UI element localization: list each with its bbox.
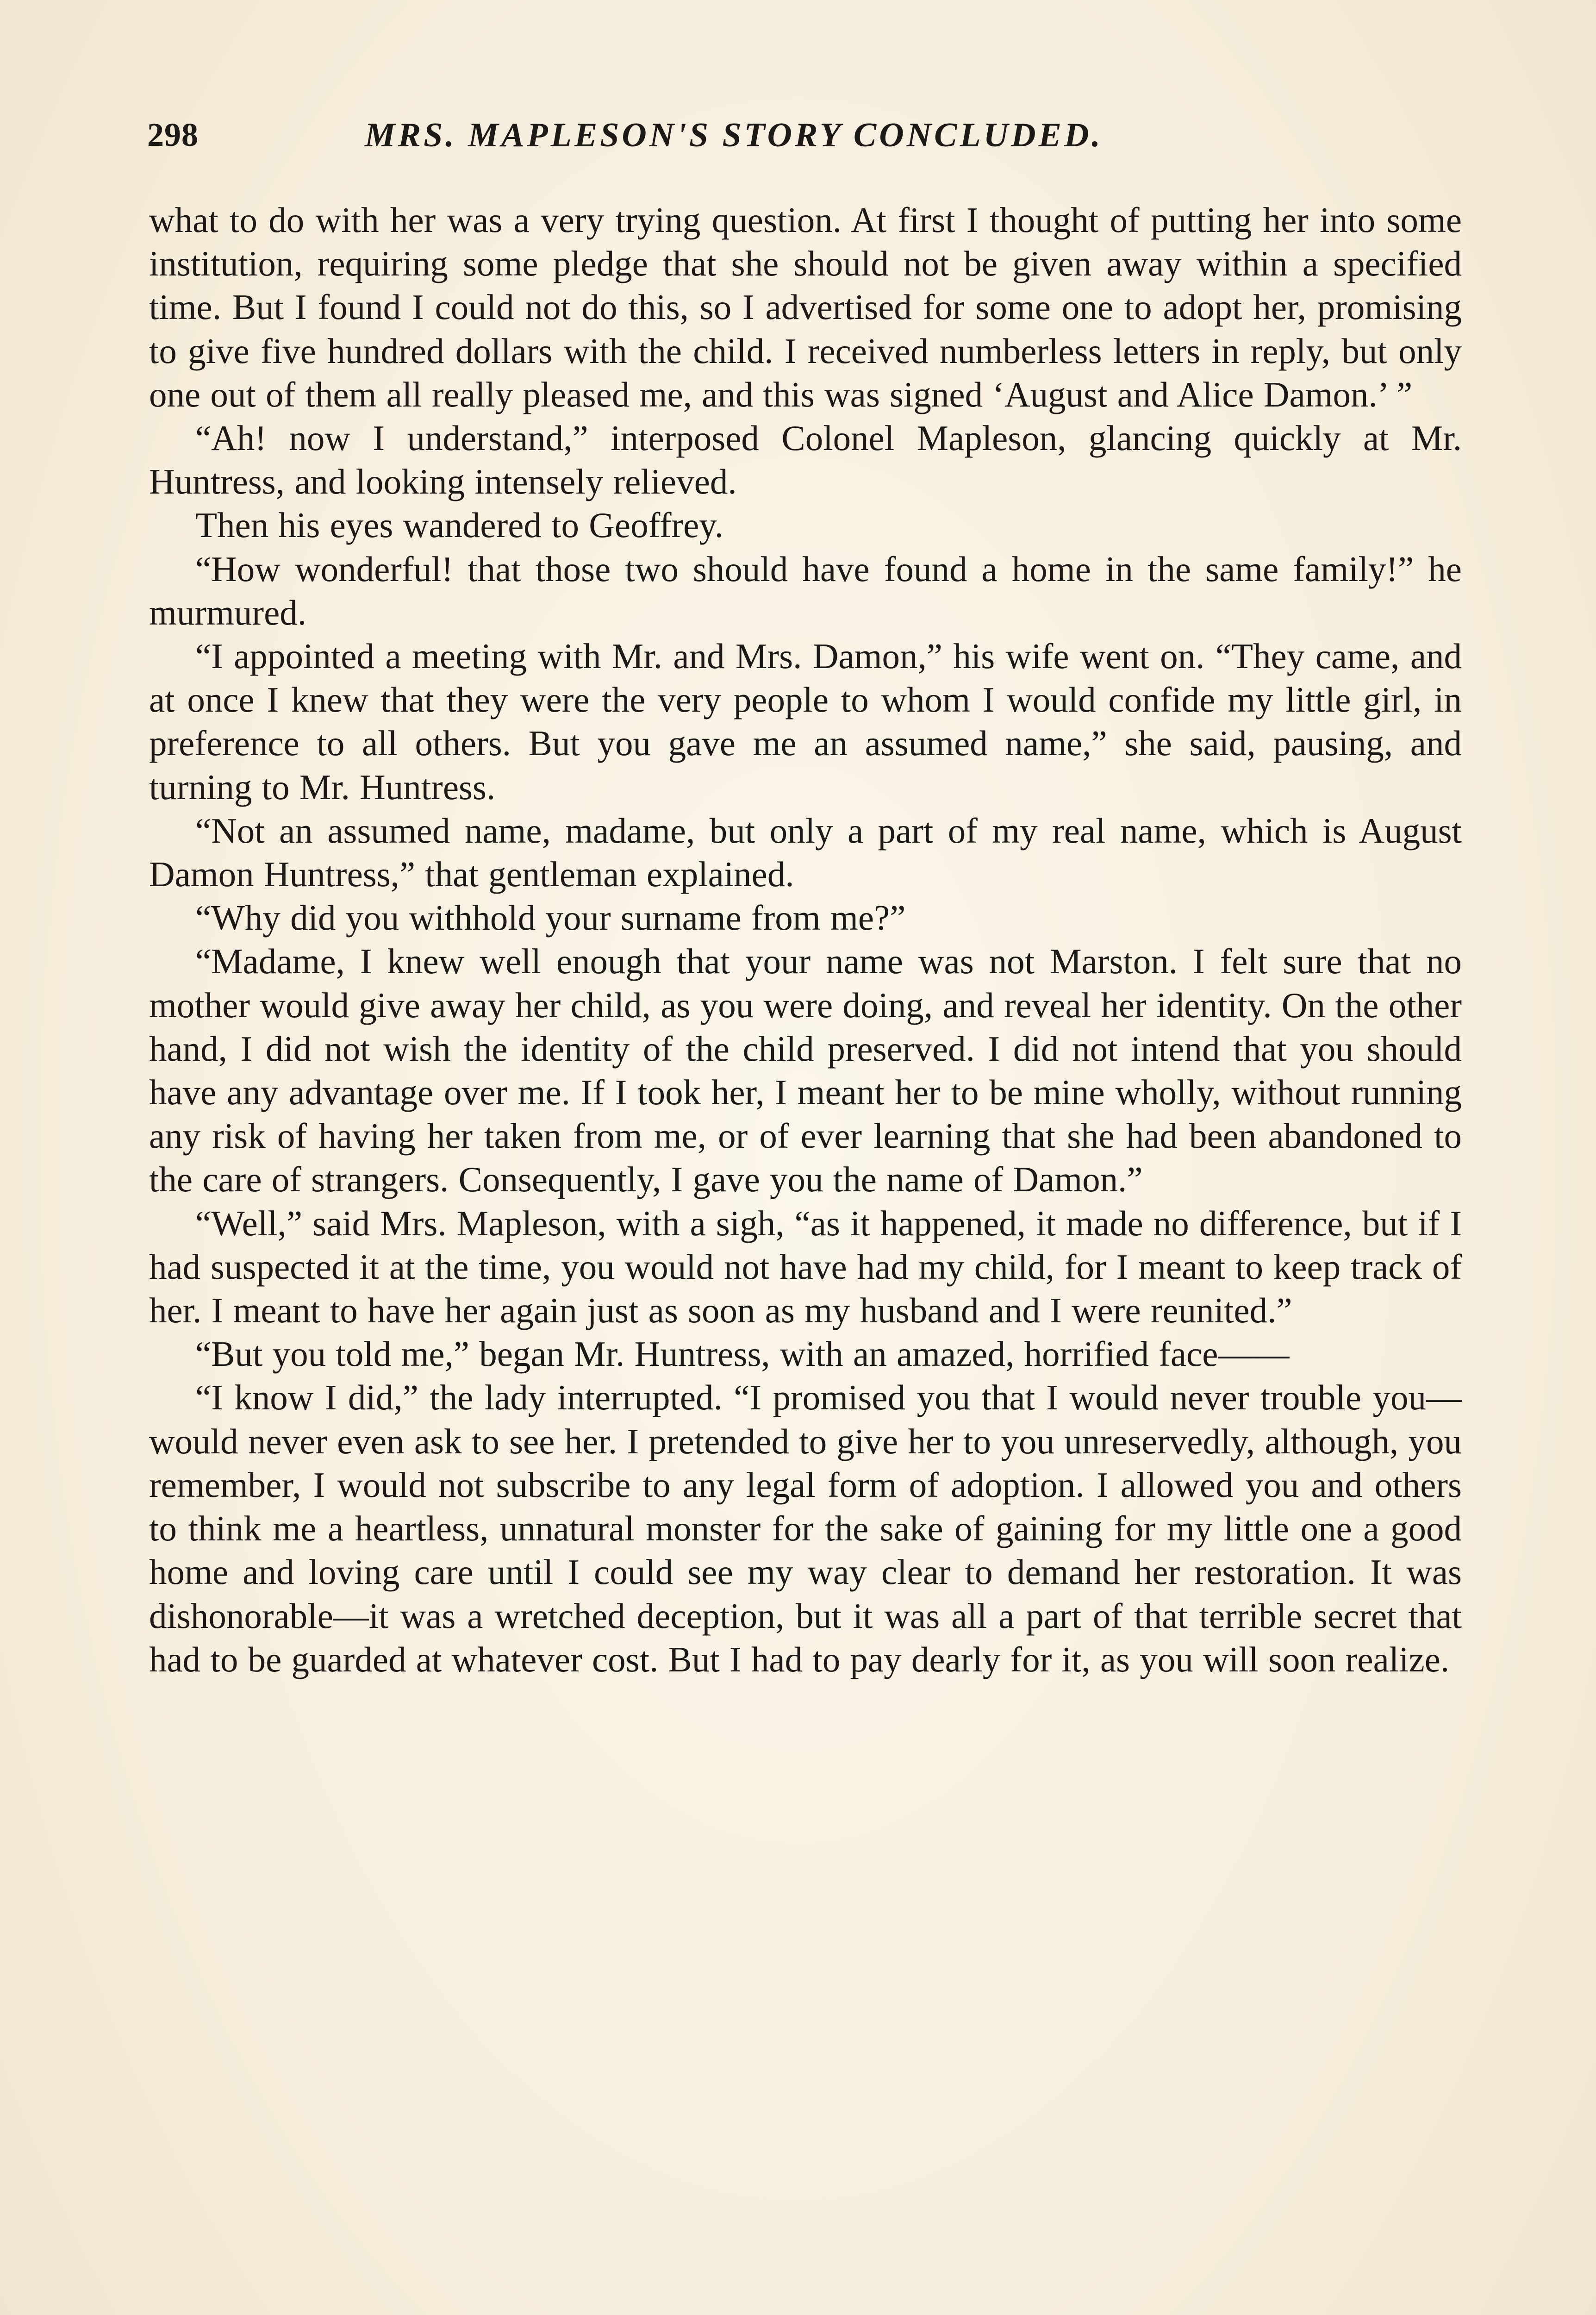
paragraph-1: what to do with her was a very trying question. At first I thought of putting her into some institution, requiring some pledge that she should not be given away within a specified time. But I found I could not do this, so I advertised for some one to adopt her, promising to give five hundred dollars with the child. I received numberless letters in reply, but only one out of them all really pleased me, and this was signed ‘August and Alice Damon.’ ” [149,200,1462,414]
running-title: MRS. MAPLESON'S STORY CONCLUDED. [365,116,1103,154]
paragraph-2: “Ah! now I understand,” interposed Colonel Mapleson, glancing quickly at Mr. Huntress, and looking intensely relieved. [149,418,1462,502]
paragraph-10: “But you told me,” began Mr. Huntress, with an amazed, horrified face—— [195,1334,1290,1374]
paragraph-5: “I appointed a meeting with Mr. and Mrs. Damon,” his wife went on. “They came, and at once I knew that they were the very people to whom I would confide my little girl, in preference to all others. But you gave me an assumed name,” she said, pausing, and turning to Mr. Huntress. [149,636,1462,807]
running-head [147,107,1457,168]
paragraph-8: “Madame, I knew well enough that your name was not Marston. I felt sure that no mother would give away her child, as you were doing, and reveal her identity. On the other hand, I did not wish the identity of the child preserved. I did not intend that you should have any advantage over me. If I took her, I meant her to be mine wholly, without running any risk of having her taken from me, or of ever learning that she had been abandoned to the care of strangers. Consequently, I gave you the name of Damon.” [149,941,1462,1200]
paragraph-7: “Why did you withhold your surname from me?” [195,898,906,938]
paragraph-4: “How wonderful! that those two should have found a home in the same family!” he murmured. [149,549,1462,632]
paragraph-9: “Well,” said Mrs. Mapleson, with a sigh, “as it happened, it made no difference, but if I had suspected it at the time, you would not have had my child, for I meant to keep track of her. I meant to have her again just as soon as my husband and I were reunited.” [149,1203,1462,1331]
page-number: 298 [147,116,199,153]
paragraph-6: “Not an assumed name, madame, but only a part of my real name, which is August Damon Huntress,” that gentleman explained. [149,810,1462,895]
body-text [149,198,1462,1681]
paragraph-11: “I know I did,” the lady interrupted. “I promised you that I would never trouble you—would never even ask to see her. I pretended to give her to you unreservedly, although, you remember, I would not subscribe to any legal form of adoption. I allowed you and others to think me a heartless, unnatural monster for the sake of gaining for my little one a good home and loving care until I could see my way clear to demand her restoration. It was dishonorable—it was a wretched deception, but it was all a part of that terrible secret that had to be guarded at whatever cost. But I had to pay dearly for it, as you will soon realize. [149,1377,1462,1679]
paragraph-3: Then his eyes wandered to Geoffrey. [195,505,724,545]
